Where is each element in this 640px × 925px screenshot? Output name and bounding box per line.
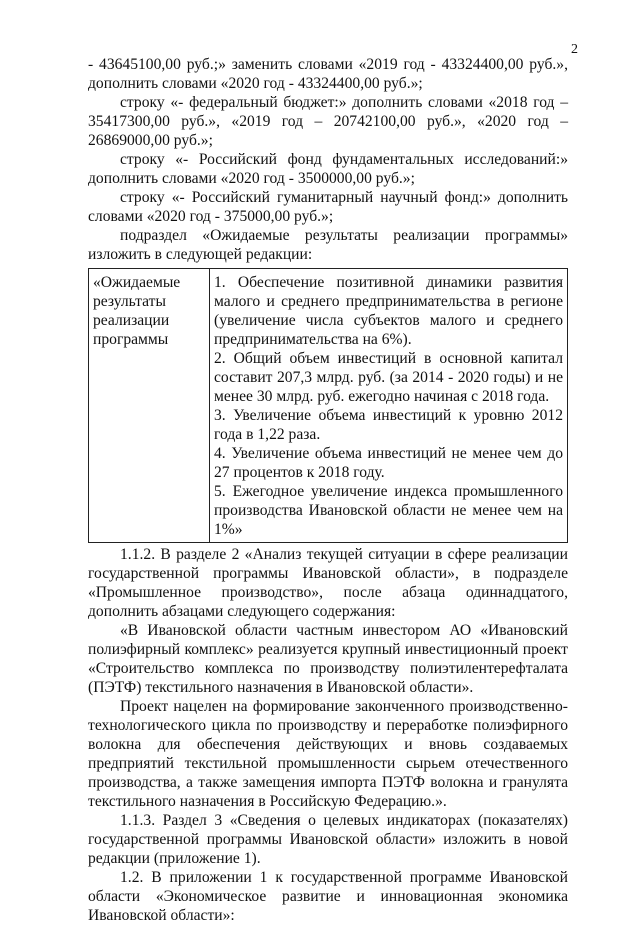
paragraph: «В Ивановской области частным инвестором АО «Ивановский полиэфирный комплекс» реализуется крупный инвестиционный проект «Строительство комплекса по производству полиэтилентерефталата (ПЭТФ) текстильного назначения в Ивановской области». xyxy=(88,622,568,696)
result-item: 1. Обеспечение позитивной динамики развития малого и среднего предпринимательства в регионе (увеличение числа субъектов малого и среднего предпринимательства на 6%). xyxy=(214,274,563,348)
paragraph: строку «- Российский гуманитарный научный фонд:» дополнить словами «2020 год - 375000,00 руб.»; xyxy=(88,189,568,225)
result-item: 4. Увеличение объема инвестиций не менее чем до 27 процентов к 2018 году. xyxy=(214,445,563,481)
table-row xyxy=(89,269,568,543)
result-item: 3. Увеличение объема инвестиций к уровню 2012 года в 1,22 раза. xyxy=(214,407,563,443)
paragraph: 1.1.2. В разделе 2 «Анализ текущей ситуации в сфере реализации государственной программы Ивановской области», в подразделе «Промышленное производство», после абзаца одиннадцатого, дополнить абзацами следующего содержания: xyxy=(88,546,568,620)
paragraph: 1.1.3. Раздел 3 «Сведения о целевых индикаторах (показателях) государственной программы Ивановской области» изложить в новой редакции (приложение 1). xyxy=(88,812,568,867)
document-body xyxy=(88,55,568,925)
paragraph: 1.2. В приложении 1 к государственной программе Ивановской области «Экономическое развитие и инновационная экономика Ивановской области»: xyxy=(88,869,568,924)
result-item: 5. Ежегодное увеличение индекса промышленного производства Ивановской области не менее чем на 1%» xyxy=(214,483,563,538)
paragraph: - 43645100,00 руб.;» заменить словами «2019 год - 43324400,00 руб.», дополнить словами «2020 год - 43324400,00 руб.»; xyxy=(88,56,568,92)
results-table xyxy=(88,268,568,543)
result-item: 2. Общий объем инвестиций в основной капитал составит 207,3 млрд. руб. (за 2014 - 2020 годы) и не менее 30 млрд. руб. ежегодно начиная с 2018 года. xyxy=(214,350,563,405)
table-label-cell: «Ожидаемые результаты реализации программы xyxy=(89,269,210,543)
paragraph: Проект нацелен на формирование законченного производственно-технологического цикла по производству и переработке полиэфирного волокна для обеспечения действующих и вновь создаваемых предприятий текстильной промышленности сырьем отечественного производства, а также замещения импорта ПЭТФ волокна и гранулята текстильного назначения в Российскую Федерацию.». xyxy=(88,698,568,810)
paragraph: строку «- Российский фонд фундаментальных исследований:» дополнить словами «2020 год - 3500000,00 руб.»; xyxy=(88,151,568,187)
page-number: 2 xyxy=(571,42,578,57)
table-value-cell xyxy=(210,269,568,543)
paragraph: подраздел «Ожидаемые результаты реализации программы» изложить в следующей редакции: xyxy=(88,227,568,263)
paragraph: строку «- федеральный бюджет:» дополнить словами «2018 год – 35417300,00 руб.», «2019 год – 20742100,00 руб.», «2020 год – 26869000,00 руб.»; xyxy=(88,94,568,149)
